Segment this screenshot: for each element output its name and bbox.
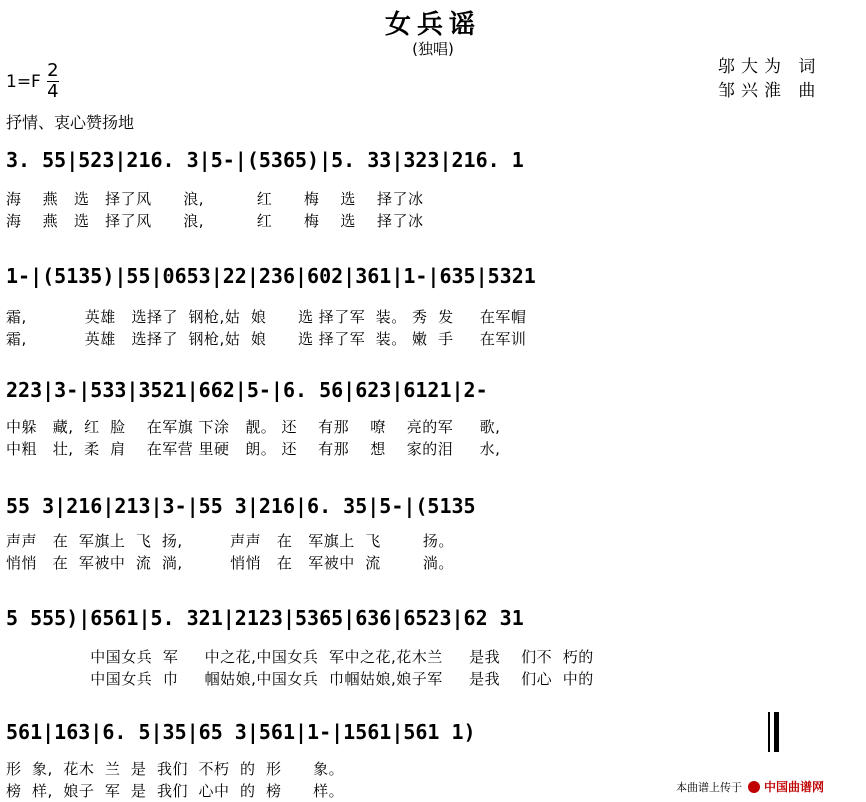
song-title: 女兵谣 [384, 10, 481, 40]
lyric-line-2a: 霜, 英雄 选择了 钢枪,姑 娘 选 择了军 装。 秀 发 在军帽 [6, 308, 527, 326]
lyricist-credit: 邬大为 词 [718, 57, 822, 77]
footer-credit [676, 778, 824, 795]
time-bottom: 4 [47, 81, 59, 102]
tempo-marking: 抒情、衷心赞扬地 [6, 113, 135, 132]
lyric-line-2b: 霜, 英雄 选择了 钢枪,姑 娘 选 择了军 装。 嫩 手 在军训 [6, 330, 527, 348]
notation-line-2: 1-|(5135)|55|0653|22|236|602|361|1-|635|5321 [6, 264, 536, 288]
notation-line-4: 55 3|216|213|3-|55 3|216|6. 35|5-|(5135 [6, 494, 476, 518]
notation-line-6: 561|163|6. 5|35|65 3|561|1-|1561|561 1) [6, 720, 476, 744]
final-barline [768, 712, 778, 752]
lyric-line-6a: 形 象, 花木 兰 是 我们 不朽 的 形 象。 [6, 760, 345, 778]
key-label: 1=F [6, 71, 41, 92]
notation-line-1: 3. 55|523|216. 3|5-|(5365)|5. 33|323|216. 1 [6, 148, 524, 172]
lyric-line-4b: 悄悄 在 军被中 流 淌, 悄悄 在 军被中 流 淌。 [6, 554, 454, 572]
site-name: 中国曲谱网 [764, 780, 825, 794]
uploaded-label: 本曲谱上传于 [676, 780, 742, 794]
lyric-line-3a: 中躲 藏, 红 脸 在军旗 下涂 靓。 还 有那 嘹 亮的军 歌, [6, 418, 501, 436]
lyric-line-6b: 榜 样, 娘子 军 是 我们 心中 的 榜 样。 [6, 782, 345, 800]
site-logo-icon [748, 781, 760, 793]
song-subtitle: (独唱) [412, 40, 454, 58]
notation-line-5: 5 555)|6561|5. 321|2123|5365|636|6523|62 31 [6, 606, 524, 630]
time-top: 2 [47, 60, 59, 81]
lyric-line-4a: 声声 在 军旗上 飞 扬, 声声 在 军旗上 飞 扬。 [6, 532, 454, 550]
lyric-line-1b: 海 燕 选 择了风 浪, 红 梅 选 择了冰 [6, 212, 424, 230]
key-signature [6, 62, 59, 101]
time-signature [47, 62, 59, 101]
lyric-line-3b: 中粗 壮, 柔 肩 在军营 里硬 朗。 还 有那 想 家的泪 水, [6, 440, 501, 458]
lyric-line-1a: 海 燕 选 择了风 浪, 红 梅 选 择了冰 [6, 190, 424, 208]
notation-line-3: 223|3-|533|3521|662|5-|6. 56|623|6121|2- [6, 378, 488, 402]
lyric-line-5b: 中国女兵 巾 帼姑娘,中国女兵 巾帼姑娘,娘子军 是我 们心 中的 [6, 670, 594, 688]
lyric-line-5a: 中国女兵 军 中之花,中国女兵 军中之花,花木兰 是我 们不 朽的 [6, 648, 594, 666]
composer-credit: 邹兴淮 曲 [718, 81, 822, 101]
